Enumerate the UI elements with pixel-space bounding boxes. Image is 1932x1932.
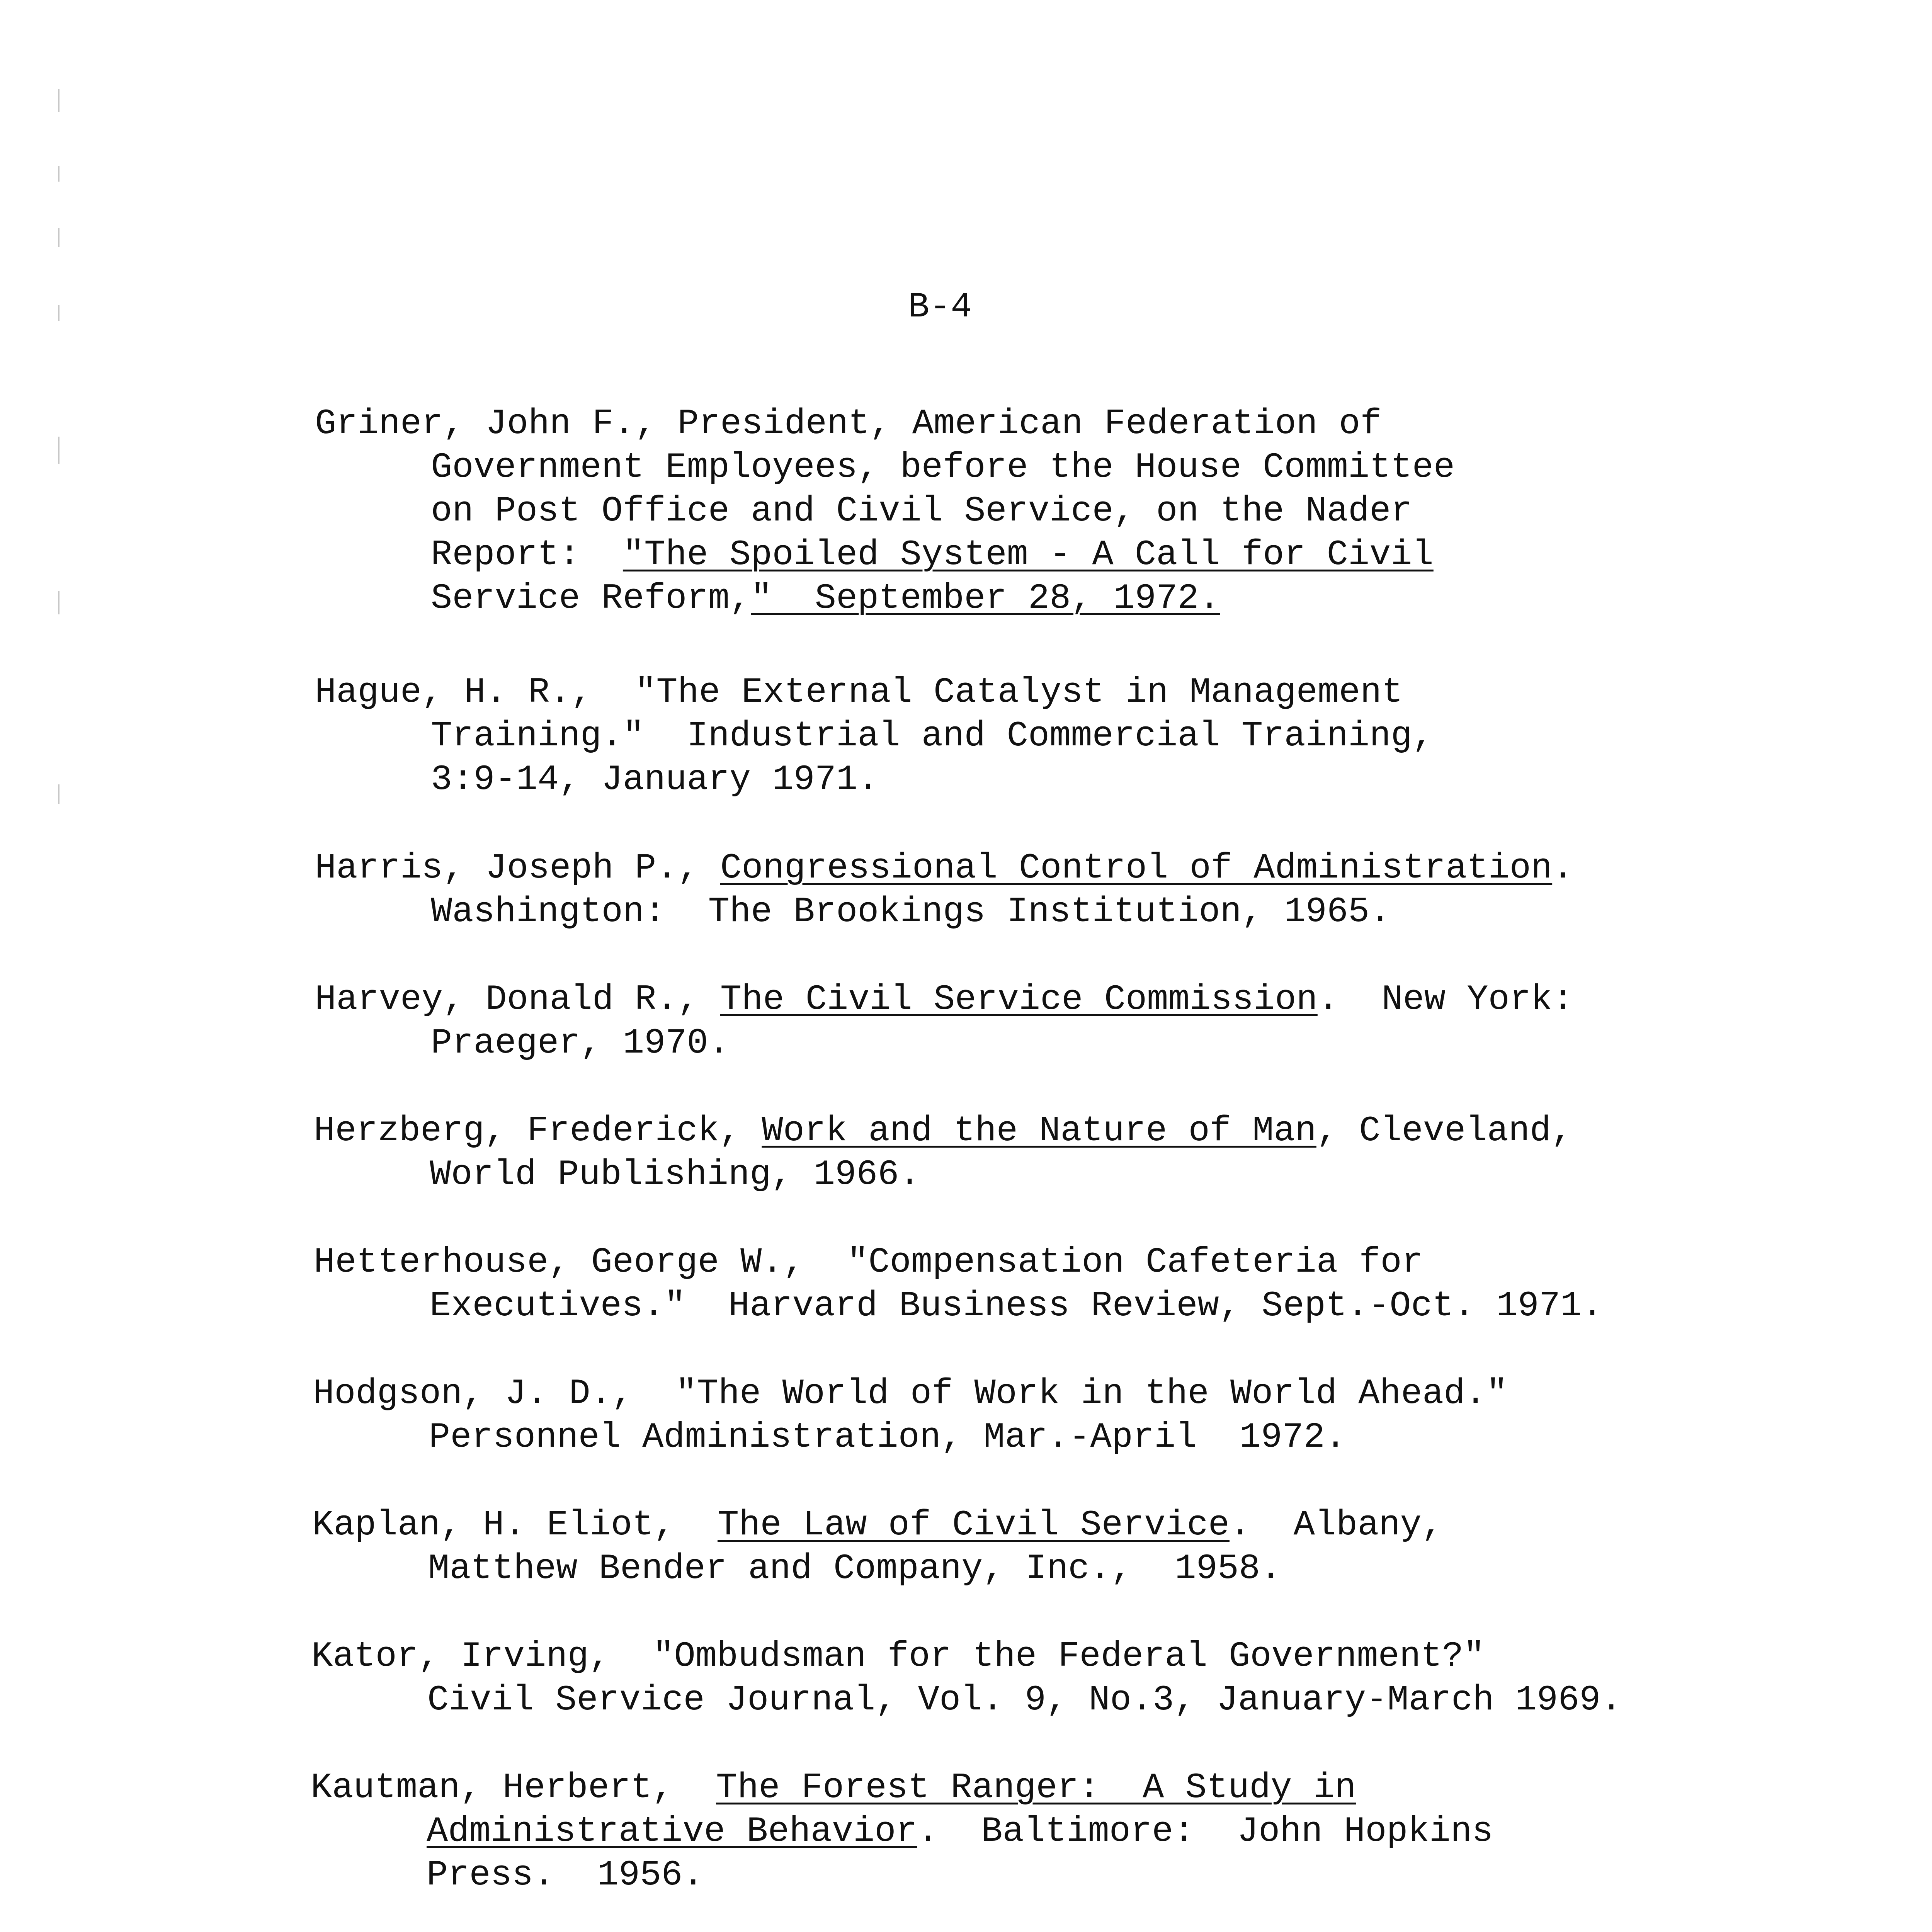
entry-title: Work and the Nature of Man (762, 1111, 1316, 1151)
entry-text: Praeger, 1970. (431, 1023, 730, 1063)
entry-text: Herzberg, Frederick, (314, 1111, 762, 1151)
entry-line (311, 1678, 1741, 1722)
entry-line (312, 1503, 1742, 1547)
entry-title: The Forest Ranger: A Study in (716, 1767, 1356, 1808)
entry-line (315, 533, 1745, 577)
entry-line (311, 1634, 1741, 1678)
bibliography-entry (313, 1372, 1743, 1459)
entry-line (315, 446, 1745, 489)
entry-text: Kautman, Herbert, (311, 1767, 716, 1808)
entry-text: 3:9-14, January 1971. (431, 759, 879, 800)
entry-line (314, 1240, 1743, 1284)
entry-text: Washington: The Brookings Institution, 1965. (431, 891, 1391, 932)
entry-line (315, 670, 1745, 714)
entry-text: Government Employees, before the House Committee (431, 447, 1455, 488)
page-number: B-4 (908, 287, 972, 327)
entry-line (315, 978, 1745, 1021)
entry-text: Hodgson, J. D., "The World of Work in the World Ahead." (313, 1373, 1508, 1414)
bibliography-entry (315, 402, 1745, 620)
entry-line (315, 846, 1745, 890)
entry-text: . New York: (1317, 979, 1574, 1020)
entry-text: , Cleveland, (1316, 1111, 1573, 1151)
bibliography-entry (315, 978, 1745, 1065)
entry-text: Harvey, Donald R., (315, 979, 720, 1020)
scan-margin-marks (46, 89, 70, 862)
entry-text: Kaplan, H. Eliot, (312, 1505, 718, 1545)
entry-title: The Law of Civil Service (717, 1505, 1230, 1545)
entry-text: Civil Service Journal, Vol. 9, No.3, January-March 1969. (427, 1680, 1622, 1720)
entry-text: Kator, Irving, "Ombudsman for the Federal Government?" (311, 1636, 1485, 1677)
entry-line (315, 890, 1745, 934)
entry-text: World Publishing, 1966. (430, 1154, 920, 1195)
entry-line (314, 1153, 1743, 1196)
entry-text: Hetterhouse, George W., "Compensation Cafeteria for (314, 1242, 1423, 1282)
entry-line (312, 1547, 1742, 1590)
bibliography-entry (311, 1766, 1740, 1897)
entry-title: Congressional Control of Administration (720, 848, 1553, 888)
entry-text: on Post Office and Civil Service, on the Nader (431, 491, 1412, 531)
entry-text: Executives." Harvard Business Review, Sept.-Oct. 1971. (430, 1286, 1603, 1326)
entry-line (311, 1853, 1740, 1897)
bibliography-entry (315, 846, 1745, 934)
entry-text: Press. 1956. (427, 1855, 704, 1895)
entry-text: Matthew Bender and Company, Inc., 1958. (428, 1548, 1282, 1589)
entry-line (311, 1766, 1740, 1810)
entry-line (314, 1109, 1743, 1153)
entry-line (315, 577, 1745, 620)
entry-line (315, 402, 1745, 446)
entry-text: Harris, Joseph P., (315, 848, 720, 888)
entry-line (315, 489, 1745, 533)
entry-line (314, 1284, 1743, 1328)
entry-line (313, 1372, 1743, 1415)
entry-line (313, 1415, 1743, 1459)
entry-text: Griner, John F., President, American Federation of (315, 403, 1382, 444)
entry-text: . (1552, 848, 1574, 888)
entry-title: The Civil Service Commission (720, 979, 1318, 1020)
entry-text: Hague, H. R., "The External Catalyst in Management (315, 672, 1403, 713)
entry-line (315, 758, 1745, 801)
entry-text: Personnel Administration, Mar.-April 1972. (429, 1417, 1346, 1458)
bibliography-entry (312, 1503, 1742, 1590)
bibliography-entry (314, 1109, 1743, 1196)
entry-line (315, 1021, 1745, 1065)
entry-text: Report: (431, 534, 623, 575)
entry-text: Service Reform, (431, 578, 751, 619)
entry-text: . Albany, (1230, 1505, 1443, 1545)
entry-line (315, 714, 1745, 758)
entry-title: " September 28, 1972. (751, 578, 1220, 619)
bibliography-entry (314, 1240, 1743, 1328)
entry-text: Training." Industrial and Commercial Training, (431, 716, 1434, 756)
bibliography-entry (311, 1634, 1741, 1722)
bibliography-entry (315, 670, 1745, 801)
entry-text: . Baltimore: John Hopkins (917, 1811, 1493, 1852)
entry-line (311, 1810, 1740, 1853)
entry-title: "The Spoiled System - A Call for Civil (622, 534, 1434, 575)
entry-title: Administrative Behavior (427, 1811, 917, 1852)
